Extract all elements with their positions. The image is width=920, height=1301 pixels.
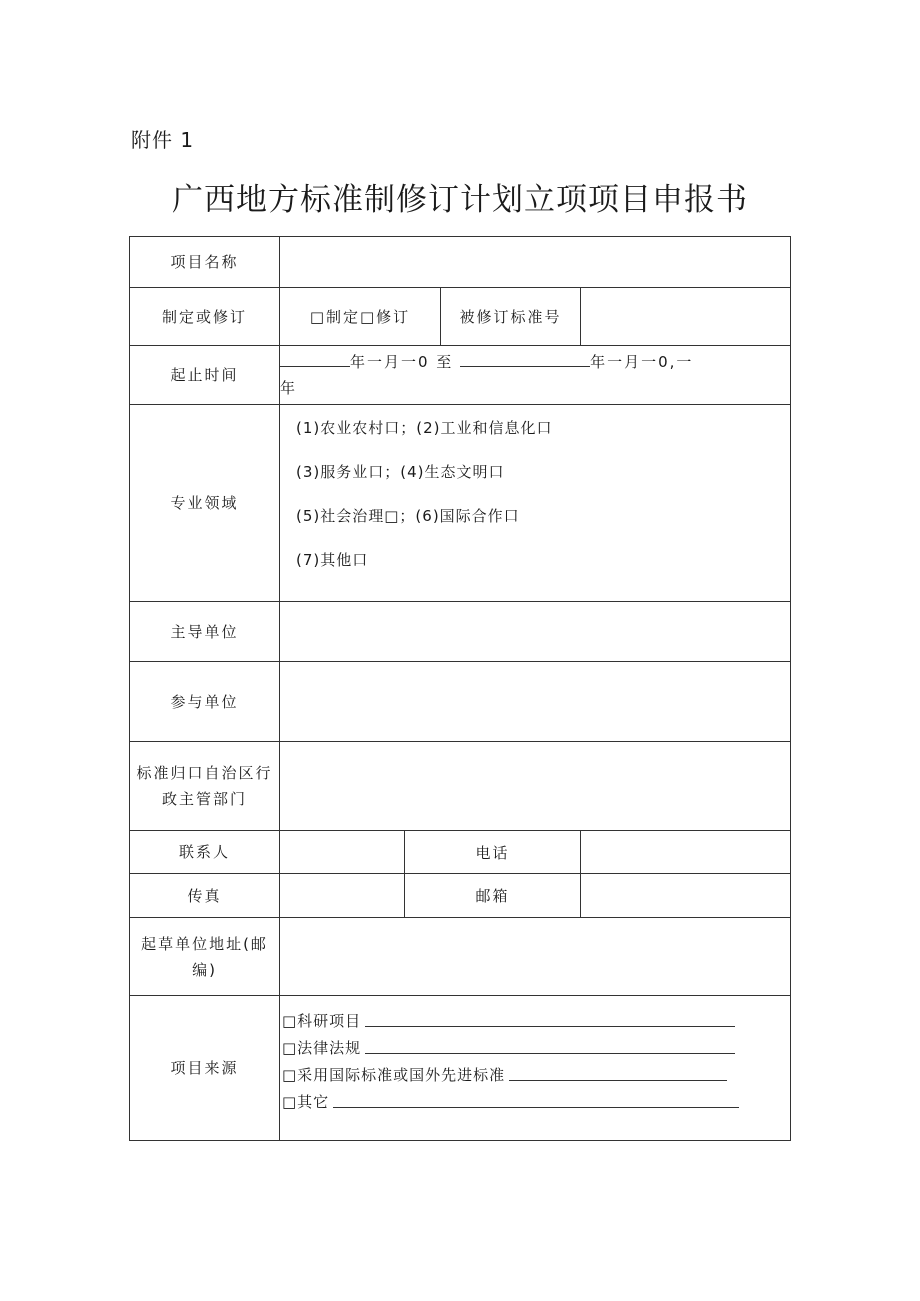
source-option-other[interactable] (282, 1085, 790, 1112)
lead-unit-label: 主导单位 (130, 602, 280, 662)
revision-type-options[interactable]: □制定□修订 (280, 288, 441, 346)
contact-field[interactable] (280, 831, 405, 874)
row-field (130, 405, 791, 602)
end-year-blank[interactable] (460, 352, 590, 367)
time-label: 起止时间 (130, 346, 280, 405)
row-fax (130, 874, 791, 918)
revised-standard-no-field[interactable] (581, 288, 791, 346)
row-time (130, 346, 791, 405)
contact-label: 联系人 (130, 831, 280, 874)
time-text-start: 年一月一0 至 (350, 353, 454, 371)
time-text-year: 年 (280, 379, 298, 397)
phone-field[interactable] (581, 831, 791, 874)
row-project-name (130, 237, 791, 288)
application-form-table (129, 236, 791, 1141)
authority-field[interactable] (280, 742, 791, 831)
project-name-field[interactable] (280, 237, 791, 288)
participant-label: 参与单位 (130, 662, 280, 742)
source-option-law-label: □法律法规 (282, 1039, 362, 1057)
phone-label: 电话 (405, 831, 581, 874)
source-label: 项目来源 (130, 996, 280, 1141)
row-address (130, 918, 791, 996)
row-lead-unit (130, 602, 791, 662)
row-authority (130, 742, 791, 831)
source-option-international-label: □采用国际标准或国外先进标准 (282, 1066, 506, 1084)
source-option-law[interactable] (282, 1031, 790, 1058)
project-name-label: 项目名称 (130, 237, 280, 288)
source-option-other-label: □其它 (282, 1093, 330, 1111)
page-title: 广西地方标准制修订计划立项项目申报书 (172, 182, 748, 218)
fax-field[interactable] (280, 874, 405, 918)
source-law-blank[interactable] (365, 1052, 735, 1054)
authority-label-line-1: 标准归口自治区行 (136, 764, 273, 782)
authority-label-line-2: 政主管部门 (161, 790, 247, 808)
source-option-research-label: □科研项目 (282, 1012, 362, 1030)
address-label-line-1: 起草单位地址(邮 (141, 934, 268, 953)
field-option-2[interactable]: (3)服务业口；(4)生态文明口 (296, 463, 505, 481)
authority-label (130, 742, 280, 831)
email-field[interactable] (581, 874, 791, 918)
revision-type-label: 制定或修订 (130, 288, 280, 346)
source-options[interactable] (280, 996, 791, 1141)
field-options[interactable] (280, 405, 791, 602)
start-year-blank[interactable] (280, 352, 350, 367)
row-revision-type (130, 288, 791, 346)
email-label: 邮箱 (405, 874, 581, 918)
time-field[interactable] (280, 346, 791, 405)
source-international-blank[interactable] (509, 1079, 727, 1081)
field-label: 专业领域 (130, 405, 280, 602)
participant-field[interactable] (280, 662, 791, 742)
address-field[interactable] (280, 918, 791, 996)
address-label (130, 918, 280, 996)
field-option-3[interactable]: (5)社会治理□；(6)国际合作口 (296, 507, 520, 525)
field-option-1[interactable]: (1)农业农村口；(2)工业和信息化口 (296, 419, 553, 437)
time-text-end: 年一月一0,一 (590, 353, 694, 371)
fax-label: 传真 (130, 874, 280, 918)
source-research-blank[interactable] (365, 1025, 735, 1027)
row-contact (130, 831, 791, 874)
lead-unit-field[interactable] (280, 602, 791, 662)
source-option-international[interactable] (282, 1058, 790, 1085)
source-option-research[interactable] (282, 1004, 790, 1031)
source-other-blank[interactable] (333, 1106, 739, 1108)
revised-standard-no-label: 被修订标准号 (441, 288, 581, 346)
row-source (130, 996, 791, 1141)
row-participant (130, 662, 791, 742)
field-option-4[interactable]: (7)其他口 (296, 551, 369, 569)
address-label-line-2: 编) (192, 960, 217, 979)
attachment-label: 附件 1 (131, 128, 195, 152)
